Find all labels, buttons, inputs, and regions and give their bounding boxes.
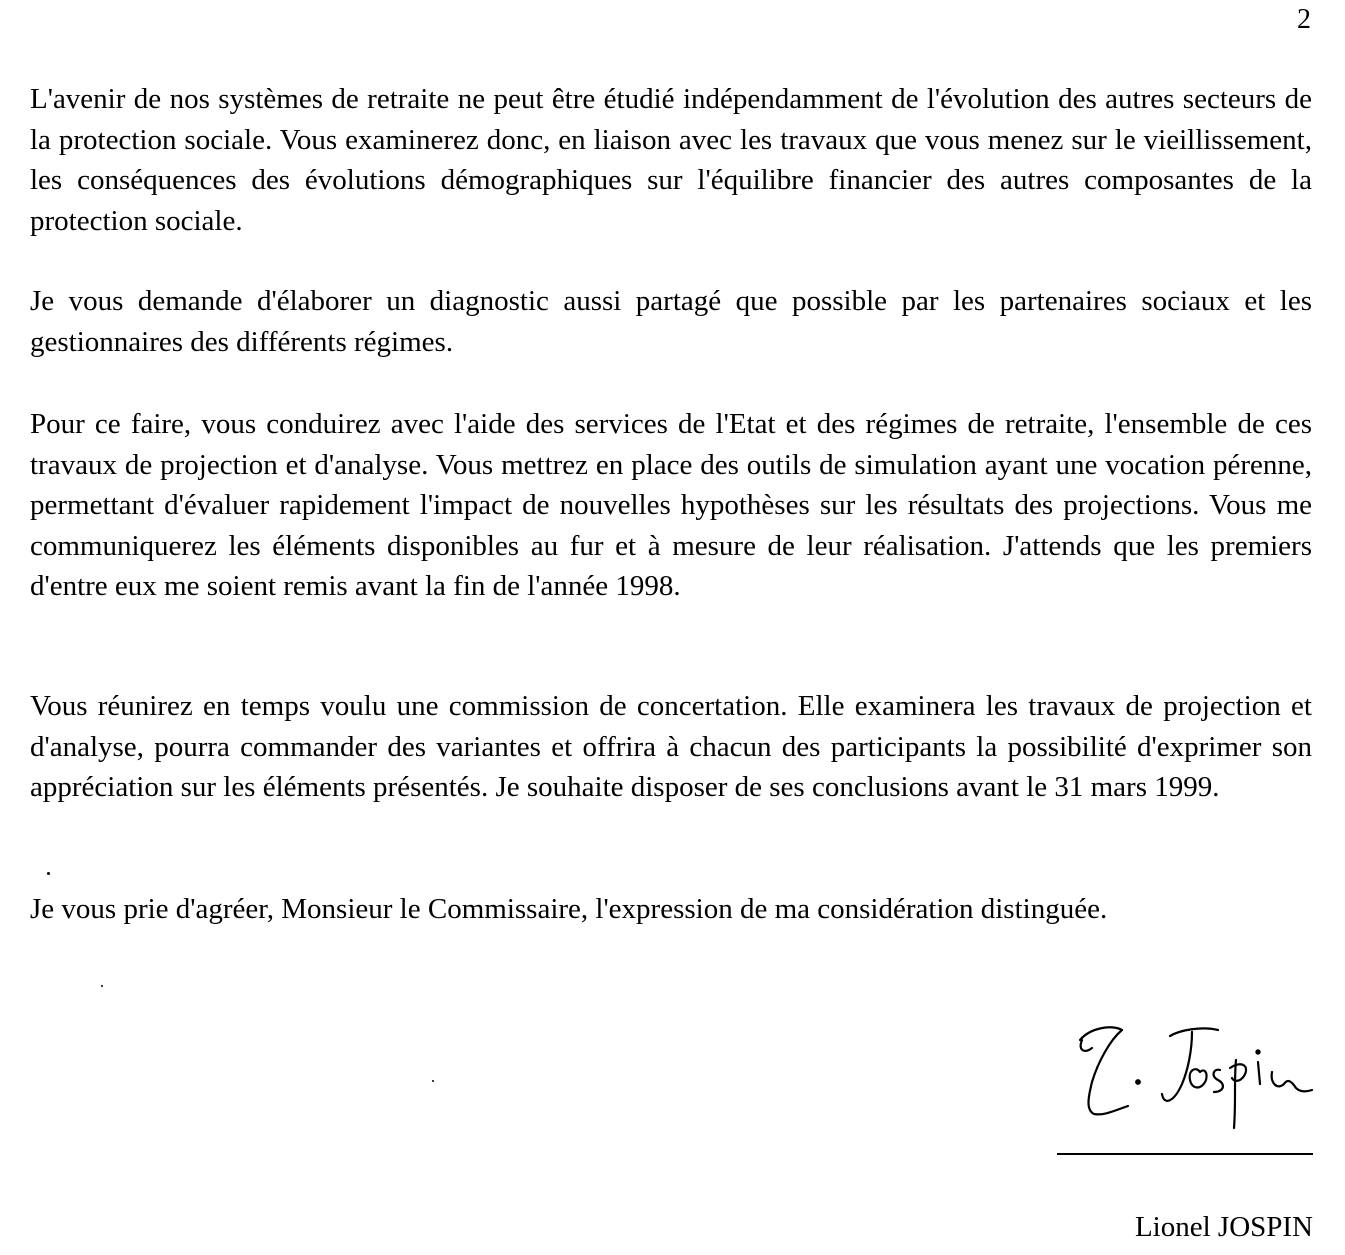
paragraph-diagnostic-request: Je vous demande d'élaborer un diagnostic aussi partagé que possible par les partenaires sociaux et les gestionnaires des différents régimes. [30,285,1312,358]
scan-speck [47,872,50,875]
paragraph-concertation-commission: Vous réunirez en temps voulu une commission de concertation. Elle examinera les travaux de projection et d'analyse, pourra commander des variantes et offrira à chacun des participants la possibilité d'exprimer son appréciation sur les éléments présentés. Je souhaite disposer de ses conclusions avant le 31 mars 1999. [30,690,1312,803]
page-number: 2 [1297,4,1311,35]
paragraph-closing-salutation: Je vous prie d'agréer, Monsieur le Commissaire, l'expression de ma considération distinguée. [30,893,1108,925]
handwritten-signature [1070,1010,1320,1150]
paragraph-projection-work: Pour ce faire, vous conduirez avec l'aide des services de l'Etat et des régimes de retraite, l'ensemble de ces travaux de projection et d'analyse. Vous mettrez en place des outils de simulation ayant une vocation pérenne, permettant d'évaluer rapidement l'impact de nouvelles hypothèses sur les résultats des projections. Vous me communiquerez les éléments disponibles au fur et à mesure de leur réalisation. J'attends que les premiers d'entre eux me soient remis avant la fin de l'année 1998. [30,408,1312,602]
scan-speck [101,985,103,987]
signer-name: Lionel JOSPIN [1134,1211,1313,1243]
scan-speck [432,1080,434,1082]
signature-line [1057,1153,1313,1155]
paragraph-retirement-future: L'avenir de nos systèmes de retraite ne peut être étudié indépendamment de l'évolution des autres secteurs de la protection sociale. Vous examinerez donc, en liaison avec les travaux que vous menez sur le vieillissement, les conséquences des évolutions démographiques sur l'équilibre financier des autres composantes de la protection sociale. [30,83,1312,237]
